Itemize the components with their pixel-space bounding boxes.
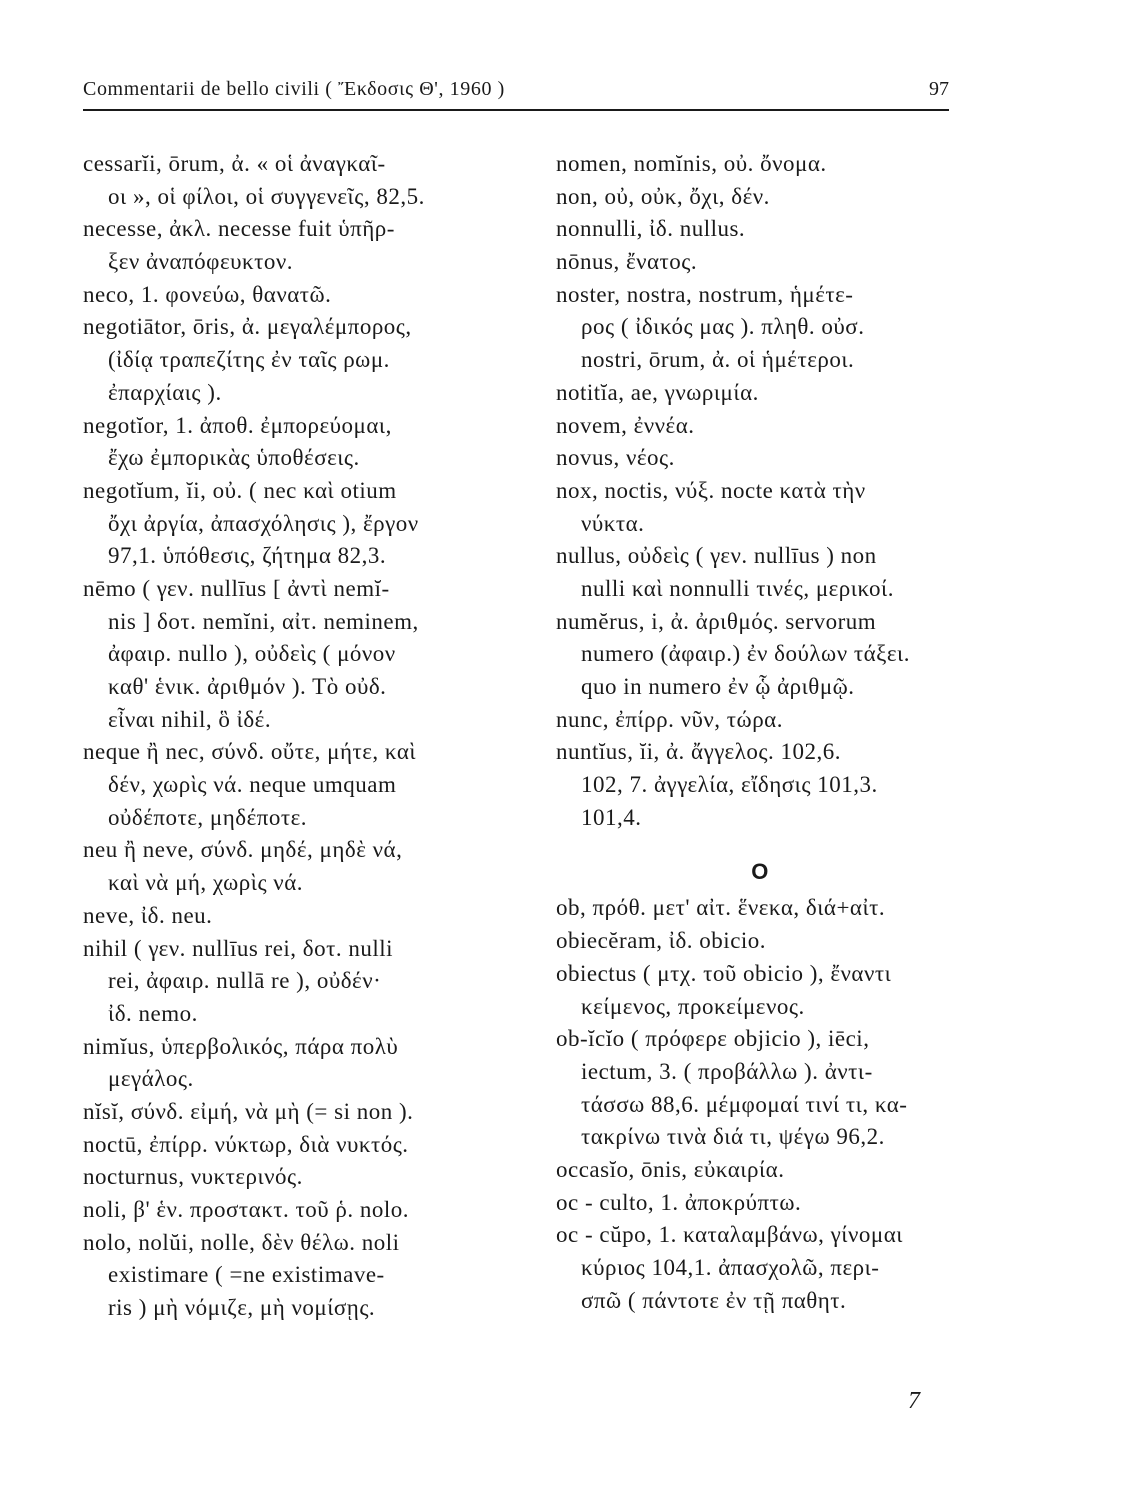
entry-line: non, οὐ, οὐκ, ὄχι, δέν. [556, 183, 770, 209]
entry-line: nōnus, ἔνατος. [556, 249, 698, 275]
right-column-o-entries [556, 892, 956, 1317]
entry-line: εἶναι nihil, ὃ ἰδέ. [108, 706, 272, 732]
entry-line: negotĭum, ĭi, οὐ. ( nec καὶ otium [83, 477, 397, 503]
entry-line: ἀφαιρ. nullo ), οὐδεὶς ( μόνον [108, 641, 396, 667]
entry-line: δέν, χωρὶς νά. neque umquam [108, 772, 397, 798]
entry-line: neco, 1. φονεύω, θανατῶ. [83, 281, 332, 307]
entry-line: oc - culto, 1. ἀποκρύπτω. [556, 1189, 802, 1215]
entry-line: τάσσω 88,6. μέμφομαί τινί τι, κα- [581, 1091, 908, 1117]
entry-line: nullus, οὐδεὶς ( γεν. nullīus ) non [556, 543, 877, 569]
entry-line: nihil ( γεν. nullīus rei, δοτ. nulli [83, 935, 394, 961]
entry-line: τακρίνω τινὰ διά τι, ψέγω 96,2. [581, 1124, 885, 1150]
entry-line: ἐπαρχίαις ). [108, 379, 222, 405]
entry-line: μεγάλος. [108, 1066, 194, 1092]
entry-line: nulli καὶ nonnulli τινές, μερικοί. [581, 575, 894, 601]
entry-line: nox, noctis, νύξ. nocte κατὰ τὴν [556, 477, 866, 503]
signature-mark: 7 [908, 1388, 920, 1414]
header-rule [83, 109, 949, 111]
entry-line: ἔχω ἐμπορικὰς ὑποθέσεις. [108, 445, 360, 471]
entry-line: nuntĭus, ĭi, ἀ. ἄγγελος. 102,6. [556, 739, 841, 765]
entry-line: οὐδέποτε, μηδέποτε. [108, 804, 308, 830]
entry-line: obiectus ( μτχ. τοῦ obicio ), ἔναντι [556, 960, 892, 986]
entry-line: ξεν ἀναπόφευκτον. [108, 249, 293, 275]
entry-line: notitĭa, ae, γνωριμία. [556, 379, 759, 405]
entry-line: ρος ( ἰδικός μας ). πληθ. οὐσ. [581, 314, 865, 340]
entry-line: 97,1. ὑπόθεσις, ζήτημα 82,3. [108, 543, 387, 569]
entry-line: iectum, 3. ( προβάλλω ). ἀντι- [581, 1058, 873, 1084]
entry-line: ὄχι ἀργία, ἀπασχόλησις ), ἔργον [108, 510, 419, 536]
running-header [83, 78, 949, 108]
entry-line: necesse, ἀκλ. necesse fuit ὑπῆρ- [83, 216, 395, 242]
entry-line: negotiātor, ōris, ἀ. μεγαλέμπορος, [83, 314, 412, 340]
entry-line: obiecĕram, ἰδ. obicio. [556, 928, 767, 954]
entry-line: noster, nostra, nostrum, ἡμέτε- [556, 281, 854, 307]
entry-line: κείμενος, προκείμενος. [581, 993, 805, 1019]
entry-line: οι », οἱ φίλοι, οἱ συγγενεῖς, 82,5. [108, 183, 425, 209]
entry-line: nĭsĭ, σύνδ. εἰμή, νὰ μὴ (= si non ). [83, 1098, 414, 1124]
entry-line: nocturnus, νυκτερινός. [83, 1164, 303, 1190]
left-column [83, 148, 523, 1325]
entry-line: 102, 7. ἀγγελία, εἴδησις 101,3. [581, 772, 878, 798]
entry-line: numĕrus, i, ἀ. ἀριθμός. servorum [556, 608, 877, 634]
entry-line: καθ' ἑνικ. ἀριθμόν ). Τὸ οὐδ. [108, 674, 387, 699]
section-letter: O [751, 859, 769, 885]
entry-line: 101,4. [581, 804, 642, 830]
entry-line: existimare ( =ne existimave- [108, 1262, 385, 1288]
entry-line: ob, πρόθ. μετ' αἰτ. ἕνεκα, διά+αἰτ. [556, 895, 886, 921]
entry-line: numero (ἀφαιρ.) ἐν δούλων τάξει. [581, 641, 910, 667]
page-number: 97 [929, 78, 949, 100]
entry-line: occasĭo, ōnis, εὐκαιρία. [556, 1156, 785, 1182]
entry-line: nostri, ōrum, ἀ. οἱ ἡμέτεροι. [581, 347, 855, 373]
entry-line: σπῶ ( πάντοτε ἐν τῇ παθητ. [581, 1287, 847, 1313]
entry-line: νύκτα. [581, 510, 645, 536]
entry-line: oc - cŭpo, 1. καταλαμβάνω, γίνομαι [556, 1222, 903, 1248]
entry-line: novem, ἐννέα. [556, 412, 695, 438]
entry-line: nēmo ( γεν. nullīus [ ἀντὶ nemĭ- [83, 575, 390, 601]
header-title: Commentarii de bello civili ( Ἔκδοσις Θ', 1960 ) [83, 78, 505, 100]
entry-line: neu ἢ neve, σύνδ. μηδέ, μηδὲ νά, [83, 837, 403, 863]
section-gap [556, 834, 956, 852]
entry-line: quo in numero ἐν ᾧ ἀριθμῷ. [581, 674, 855, 699]
entry-line: (ἰδίᾳ τραπεζίτης ἐν ταῖς ρωμ. [108, 347, 390, 373]
entry-line: nunc, ἐπίρρ. νῦν, τώρα. [556, 706, 783, 732]
entry-line: nolo, nolŭi, nolle, δὲν θέλω. noli [83, 1229, 400, 1255]
entry-line: noli, β' ἑν. προστακτ. τοῦ ῥ. nolo. [83, 1197, 410, 1222]
entry-line: ob-ĭcĭo ( πρόφερε objicio ), iēci, [556, 1026, 870, 1052]
entry-line: κύριος 104,1. ἀπασχολῶ, περι- [581, 1255, 880, 1280]
entry-line: novus, νέος. [556, 445, 675, 471]
entry-line: negotĭor, 1. ἀποθ. ἐμπορεύομαι, [83, 412, 392, 438]
entry-line: καὶ νὰ μή, χωρὶς νά. [108, 870, 303, 896]
right-column-n-entries [556, 148, 956, 834]
entry-line: cessarĭi, ōrum, ἀ. « οἱ ἀναγκαῖ- [83, 151, 386, 176]
entry-line: ris ) μὴ νόμιζε, μὴ νομίσῃς. [108, 1295, 376, 1321]
entry-line: neque ἢ nec, σύνδ. οὔτε, μήτε, καὶ [83, 739, 417, 765]
entry-line: nis ] δοτ. nemĭni, αἰτ. neminem, [108, 608, 419, 634]
entry-line: nimĭus, ὑπερβολικός, πάρα πολὺ [83, 1033, 399, 1059]
entry-line: neve, ἰδ. neu. [83, 902, 213, 928]
entry-line: noctū, ἐπίρρ. νύκτωρ, διὰ νυκτός. [83, 1131, 409, 1157]
entry-line: nonnulli, ἰδ. nullus. [556, 216, 746, 242]
right-column [556, 148, 956, 1317]
entry-line: rei, ἀφαιρ. nullā re ), οὐδέν· [108, 968, 382, 994]
entry-line: nomen, nomĭnis, οὐ. ὄνομα. [556, 151, 827, 176]
entry-line: ἰδ. nemo. [108, 1000, 198, 1026]
